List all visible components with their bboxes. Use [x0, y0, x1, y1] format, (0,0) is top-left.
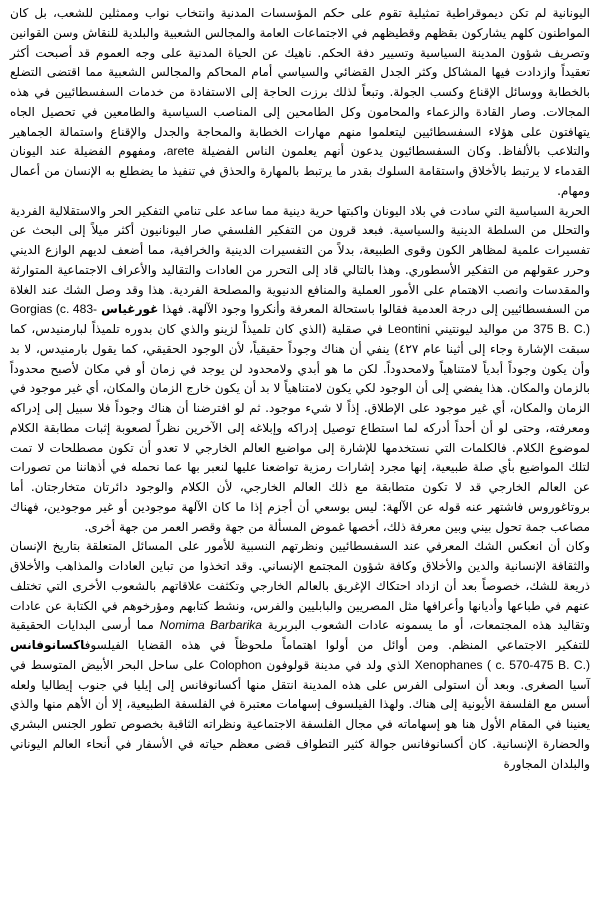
text-segment: الذي ولد في مدينة قولوفون [261, 657, 415, 672]
text-segment: Leontini [387, 322, 431, 336]
text-segment: ، ومفهوم الفضيلة عند اليونان القدماء لا يرتبط بالأخلاق واستقامة السلوك بقدر ما يرتبط بالمهارة والحذق في تنفيذ ما يضطلع به الإنسان من أعمال ومهام. [10, 144, 590, 198]
text-segment: وكان أن انعكس الشك المعرفي عند السفسطائيين ونظرتهم النسبية للأمور على المسائل المتعلقة بتاريخ الإنسان والثقافة الإنسانية والدين والأخلاق وكافة شؤون المجتمع الإنساني. وقد اتخذوا من تباين العادات والمذاهب والأخلاق ذريعة للشك، خصوصاً بعد أن ازداد احتكاك الإغريق بالعالم الخارجي وتكثفت علاقاتهم بالشعوب الأخرى التي تختلف عنهم في طباعها وأديانها وأعرافها مثل المصريين والبابليين والفرس، ونشط كتابهم ومؤرخوهم في الكتابة عن عادات وتقاليد هذه المجتمعات، أو ما يسمونه عادات الشعوب البربرية [10, 539, 591, 633]
text-segment: في صقلية (الذي كان تلميذاً لزينو والذي كان بدوره تلميذاً لبارمنيدس، كما سبقت الإشارة وجاء إلى أثينا عام ٤٢٧) ينفي أن هناك وجوداً حقيقياً، لأن الوجود الحقيقي، كما يقول بارمنيدس، لا بد وأن يكون وجوداً أبدياً لامتناهياً ولامحدوداً. لكن ما هو أبدي ولامحدود لن يوجد في زمان أو في مكان لأصبح محدوداً بالزمان والمكان. هذا يفضي إلى أن الوجود لكي يكون لامتناهياً لا بد أن يكون خارج الزمان والمكان، أي غير موجود في الزمان والمكان، أي غير موجود على الإطلاق. إذاً لا شيء موجود. ثم لو افترضنا أن هناك وجوداً فلا سبيل إلى إدراكه ومعرفته، وحتى لو أن أحداً أدركه لما استطاع توصيل إدراكه وإبلاغه إلى الآخرين نظراً لصعوبة إثبات مطابقة الكلام لموضوع الكلام. فالكلمات التي نستخدمها للإشارة إلى مواضيع العالم الخارجي لا تعدو أن تكون مصطلحات لا تمت لتلك المواضيع بأي صلة طبيعية، إنها مجرد إشارات رمزية تواضعنا عليها لنعبر بها عما نحمله في أذهاننا من تصورات عن العالم الخارجي قد لا تكون متطابقة مع ذلك العالم الخارجي، لأن الكلام والوجود دائرتان متخارجتان. أما بروتاغوروس فاشتهر عنه قوله عن الآلهة: ليس بوسعي أن أجزم إذا ما كان الآلهة موجودين أو غير موجودين، فهناك مصاعب جمة تحول بيني وبين معرفة ذلك، أخصها غموض المسألة من جهة وقصر العمر من جهة أخرى. [10, 322, 590, 534]
text-segment: اكسانوفانس [10, 638, 85, 652]
text-segment: مما أرسى البدايات الحقيقية للتفكير الاجتماعي المنظم. ومن أوائل من أولوا اهتماماً ملحوظاً في هذه القضايا الفيلسوف [10, 618, 590, 652]
text-segment: غورغياس [101, 302, 159, 317]
text-segment: على ساحل البحر الأبيض المتوسط في آسيا الصغرى. وبعد أن استولى الفرس على هذه المدينة انتقل منها أكسانوفانس إلى إيليا في جنوب إيطاليا ولعله أسس مع الفلسفة الأيونية إلى هناك. ولهذا الفيلسوف إسهامات معتبرة في الفلسفة الطبيعية، إلا أن الأهم منها والذي يعنينا في المقام الأول هنا هو إسهاماته في مجال الفلسفة الاجتماعية ونظراته الثاقبة بخصوص تطور الجنس البشري والحضارة الإنسانية. كان أكسانوفانس جوالة كثير التطواف قضى معظم حياته في الأسفار في أنحاء العالم اليوناني والبلدان المجاورة [10, 657, 590, 771]
text-segment: Xenophanes ( c. 570-475 B. C.) [414, 657, 590, 672]
paragraph-1 [10, 4, 590, 202]
text-segment: الحرية السياسية التي سادت في بلاد اليونان واكبتها حرية دينية مما ساعد على تنامي التفكير الحر والاستقلالية الفردية والتحلل من السلطة الدينية والسياسية. فبعد قرون من التفكير الفلسفي صار اليونانيون أكثر ميلاً إلى البحث عن تفسيرات علمية لمظاهر الكون وقوى الطبيعة، بدلاً من التفسيرات الدينية والخرافية، مما أضعف لديهم الوازع الديني وحرر عقولهم من التفكير الأسطوري. وهذا بالتالي قاد إلى التحرر من العادات والتقاليد والأعراف الاجتماعية المتوارثة والمقدسات وانصب الاهتمام على الأمور العملية والمنافع الدنيوية والمصلحة الفردية. هذا وقد وصل الشك عند الغلاة من السفسطائيين إلى درجة العدمية فقالوا باستحالة المعرفة وأنكروا وجود الآلهة. فهذا [10, 203, 590, 317]
text-segment: Gorgias (c. 483-375 B. C.) [10, 302, 591, 336]
text-segment: arete [166, 144, 195, 159]
paragraph-3 [10, 537, 590, 774]
text-segment: اليونانية لم تكن ديموقراطية تمثيلية تقوم على حكم المؤسسات المدنية وانتخاب نواب وممثلين للشعب، بل كان المواطنون كلهم يشاركون بقظهم وقطيظهم في الاجتماعات العامة والمجالس الشعبية والبلدية للنقاش وسن القوانين وتصريف شؤون المدينة السياسية وتسيير دفة الحكم. ناهيك عن الحياة المدنية على وجه العموم قد أصبحت أكثر تعقيداً وازدادت فيها المشاكل وكثر الجدل القضائي والسياسي أمام المحاكم والمجالس الشعبية مما اقتضى التضلع بالخطابة ووسائل الإقناع وكسب الجولة. وتبعاً لذلك برزت الحاجة إلى الاستفادة من خدمات السفسطائيين في هذه المجالات. وصار القادة والزعماء والمحامون وكل الطامحين إلى المناصب السياسية والطامعين في تحصيل الجاه يتهافتون على هؤلاء السفسطائيين ليتعلموا منهم مهارات الخطابة والمحاجة والجدل والإقناع واستمالة الجماهير والتلاعب بالألفاظ. وكان السفسطائيون يدعون أنهم يعلمون الناس الفضيلة [10, 6, 590, 159]
text-segment: من مواليد ليونتيني [430, 322, 534, 336]
paragraph-2 [10, 202, 590, 538]
text-segment: Nomima Barbarika [159, 618, 262, 633]
text-segment: Colophon [209, 657, 262, 672]
